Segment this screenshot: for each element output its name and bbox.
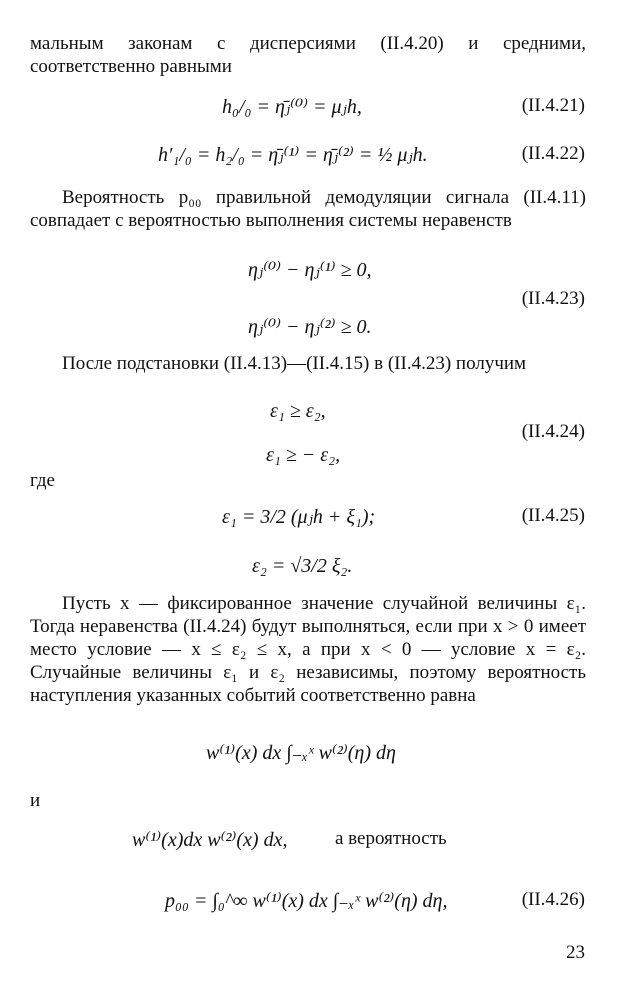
equation-number-24: (II.4.24) — [521, 421, 585, 442]
equation-II-4-21: h₀/₀ = η̄ⱼ⁽⁰⁾ = μⱼh, — [222, 96, 362, 118]
equation-II-4-25b: ε₂ = √3/2 ξ₂. — [252, 555, 353, 577]
equation-II-4-24b: ε₁ ≥ − ε₂, — [266, 444, 341, 466]
equation-II-4-25a: ε₁ = 3/2 (μⱼh + ξ₁); — [222, 506, 376, 528]
equation-number-26: (II.4.26) — [521, 889, 585, 910]
equation-number-22: (II.4.22) — [521, 143, 585, 164]
word-and: и — [30, 790, 41, 811]
word-where: где — [30, 470, 55, 491]
equation-II-4-22: h′₁/₀ = h₂/₀ = η̄ⱼ⁽¹⁾ = η̄ⱼ⁽²⁾ = ½ μⱼh. — [158, 144, 428, 166]
paragraph-intro: мальным законам с дисперсиями (II.4.20) и средними, соответственно равными — [30, 33, 586, 77]
page-number: 23 — [566, 942, 585, 963]
paragraph-substitution: После подстановки (II.4.13)—(II.4.15) в (II.4.23) получим — [62, 353, 527, 374]
equation-II-4-26: p₀₀ = ∫₀^∞ w⁽¹⁾(x) dx ∫₋ₓˣ w⁽²⁾(η) dη, — [165, 890, 448, 912]
equation-integral: w⁽¹⁾(x) dx ∫₋ₓˣ w⁽²⁾(η) dη — [206, 742, 396, 764]
text-and-probability: а вероятность — [335, 828, 447, 849]
equation-number-21: (II.4.21) — [521, 95, 585, 116]
equation-number-23: (II.4.23) — [521, 288, 585, 309]
equation-II-4-23a: ηⱼ⁽⁰⁾ − ηⱼ⁽¹⁾ ≥ 0, — [248, 259, 372, 281]
paragraph-probability: Вероятность p₀₀ правильной демодуляции сигнала (II.4.11) совпадает с вероятностью выполнения системы неравенств — [30, 187, 586, 231]
paragraph-random-variable: Пусть x — фиксированное значение случайной величины ε₁. Тогда неравенства (II.4.24) будут выполняться, если при x > 0 имеет место условие — x ≤ ε₂ ≤ x, а при x < 0 — условие x = ε₂. Случайные величины ε₁ и ε₂ независимы, поэтому вероятность наступления указанных событий соответственно равна — [30, 593, 586, 706]
equation-number-25: (II.4.25) — [521, 505, 585, 526]
equation-II-4-23b: ηⱼ⁽⁰⁾ − ηⱼ⁽²⁾ ≥ 0. — [248, 316, 372, 338]
equation-product: w⁽¹⁾(x)dx w⁽²⁾(x) dx, — [132, 829, 288, 851]
equation-II-4-24a: ε₁ ≥ ε₂, — [270, 400, 326, 422]
